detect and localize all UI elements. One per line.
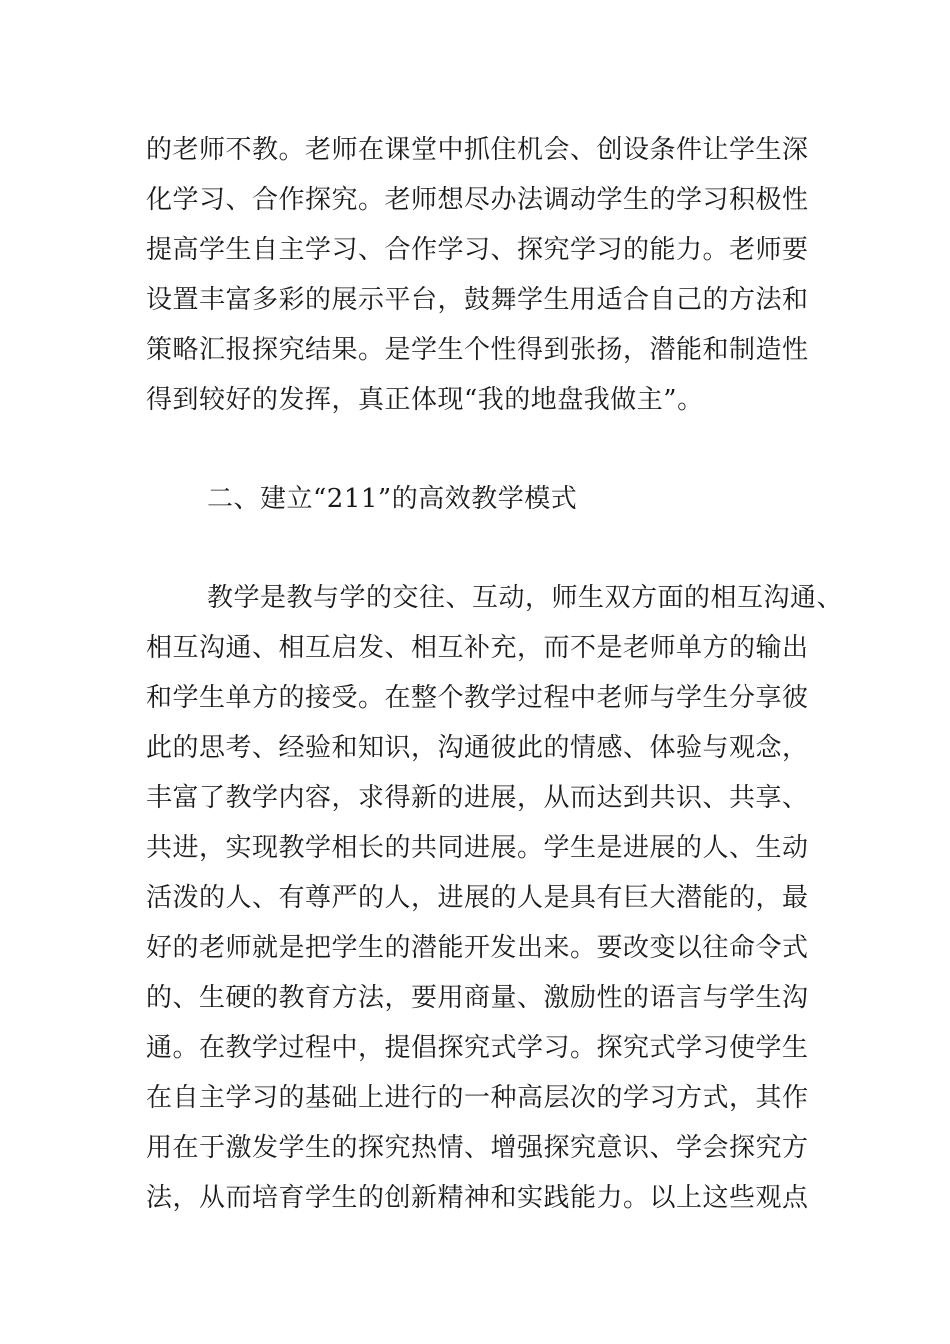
paragraph-line: 的老师不教。老师在课堂中抓住机会、创设条件让学生深 <box>146 135 809 165</box>
paragraph-line: 化学习、合作探究。老师想尽办法调动学生的学习积极性 <box>146 185 809 215</box>
paragraph-line: 在自主学习的基础上进行的一种高层次的学习方式，其作 <box>146 1083 809 1113</box>
paragraph-line: 通。在教学过程中，提倡探究式学习。探究式学习使学生 <box>146 1033 809 1063</box>
paragraph-line: 共进，实现教学相长的共同进展。学生是进展的人、生动 <box>146 833 809 863</box>
paragraph-line: 和学生单方的接受。在整个教学过程中老师与学生分享彼 <box>146 683 809 713</box>
paragraph-line: 提高学生自主学习、合作学习、探究学习的能力。老师要 <box>146 235 809 265</box>
paragraph-line: 教学是教与学的交往、互动，师生双方面的相互沟通、 <box>207 583 844 613</box>
paragraph-line: 相互沟通、相互启发、相互补充，而不是老师单方的输出 <box>146 633 809 663</box>
paragraph-line: 的、生硬的教育方法，要用商量、激励性的语言与学生沟 <box>146 983 809 1013</box>
paragraph-line: 用在于激发学生的探究热情、增强探究意识、学会探究方 <box>146 1133 809 1163</box>
paragraph-line: 得到较好的发挥，真正体现“我的地盘我做主”。 <box>146 385 704 415</box>
paragraph-line: 活泼的人、有尊严的人，进展的人是具有巨大潜能的，最 <box>146 883 809 913</box>
paragraph-line: 丰富了教学内容，求得新的进展，从而达到共识、共享、 <box>146 783 809 813</box>
paragraph-line: 此的思考、经验和知识，沟通彼此的情感、体验与观念， <box>146 733 809 763</box>
paragraph-line: 好的老师就是把学生的潜能开发出来。要改变以往命令式 <box>146 933 809 963</box>
section-heading: 二、建立“211”的高效教学模式 <box>207 484 578 514</box>
paragraph-line: 法，从而培育学生的创新精神和实践能力。以上这些观点 <box>146 1183 809 1213</box>
paragraph-line: 设置丰富多彩的展示平台，鼓舞学生用适合自己的方法和 <box>146 285 809 315</box>
paragraph-line: 策略汇报探究结果。是学生个性得到张扬，潜能和制造性 <box>146 335 809 365</box>
